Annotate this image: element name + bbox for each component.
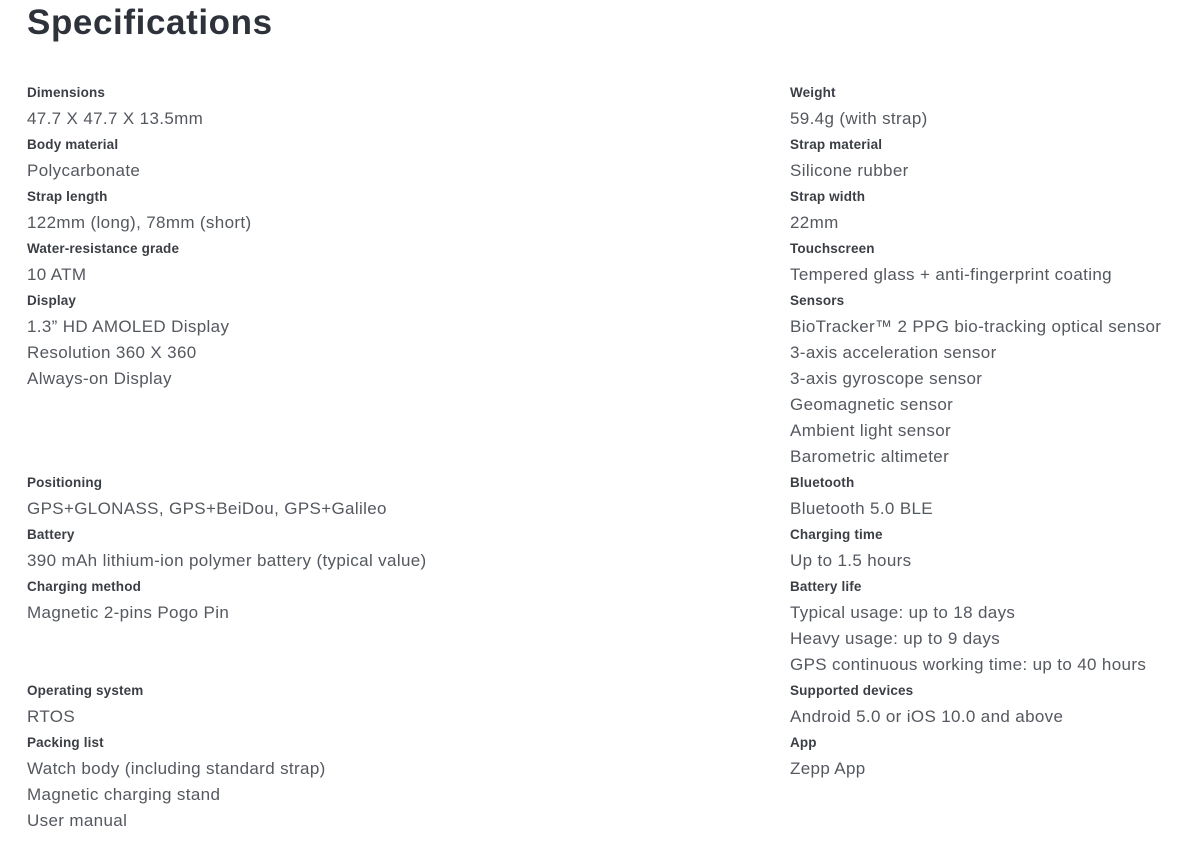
spec-label: Strap material: [790, 137, 883, 152]
spec-item-right: [790, 189, 1176, 236]
spec-label: Positioning: [27, 475, 103, 490]
spec-item-right: [790, 735, 1176, 834]
spec-row: [27, 137, 1176, 184]
spec-value-line: Barometric altimeter: [790, 447, 950, 466]
spec-label: Operating system: [27, 683, 144, 698]
spec-value: [27, 106, 790, 132]
spec-value-line: 122mm (long), 78mm (short): [27, 213, 252, 232]
spec-label: Charging method: [27, 579, 141, 594]
spec-label: Weight: [790, 85, 836, 100]
spec-value-line: Magnetic charging stand: [27, 785, 221, 804]
spec-value: [27, 548, 790, 574]
spec-label: Battery: [27, 527, 75, 542]
spec-label: Water-resistance grade: [27, 241, 180, 256]
spec-label: Supported devices: [790, 683, 914, 698]
spec-value: [27, 314, 790, 392]
spec-value-line: 390 mAh lithium-ion polymer battery (typical value): [27, 551, 427, 570]
specifications-grid: [27, 85, 1176, 834]
spec-item-right: [790, 241, 1176, 288]
spec-row: [27, 683, 1176, 730]
spec-label: Charging time: [790, 527, 883, 542]
spec-value-line: Heavy usage: up to 9 days: [790, 629, 1001, 648]
spec-value-line: GPS continuous working time: up to 40 hours: [790, 655, 1147, 674]
spec-value-line: 47.7 X 47.7 X 13.5mm: [27, 109, 204, 128]
spec-item-left: [27, 579, 790, 678]
spec-item-left: [27, 137, 790, 184]
page-title: Specifications: [27, 3, 273, 42]
spec-label: Strap width: [790, 189, 866, 204]
spec-value-line: User manual: [27, 811, 128, 830]
spec-value: [27, 756, 790, 834]
spec-value-line: Zepp App: [790, 759, 866, 778]
spec-label: Battery life: [790, 579, 862, 594]
spec-value: [27, 704, 790, 730]
spec-row: [27, 579, 1176, 678]
spec-value: [27, 158, 790, 184]
spec-item-left: [27, 85, 790, 132]
spec-value: [790, 106, 1176, 132]
spec-item-left: [27, 241, 790, 288]
spec-value-line: Ambient light sensor: [790, 421, 952, 440]
spec-label: Packing list: [27, 735, 104, 750]
spec-value: [27, 496, 790, 522]
spec-value-line: Android 5.0 or iOS 10.0 and above: [790, 707, 1064, 726]
spec-value: [790, 548, 1176, 574]
spec-value-line: RTOS: [27, 707, 76, 726]
spec-value: [27, 600, 790, 626]
spec-label: Body material: [27, 137, 119, 152]
spec-item-right: [790, 85, 1176, 132]
spec-item-right: [790, 527, 1176, 574]
spec-row: [27, 735, 1176, 834]
spec-row: [27, 85, 1176, 132]
spec-value: [790, 704, 1176, 730]
spec-item-left: [27, 293, 790, 470]
spec-item-right: [790, 137, 1176, 184]
spec-value-line: 22mm: [790, 213, 839, 232]
spec-value-line: Silicone rubber: [790, 161, 909, 180]
spec-item-left: [27, 475, 790, 522]
spec-value: [790, 756, 1176, 782]
spec-value-line: Up to 1.5 hours: [790, 551, 912, 570]
spec-row: [27, 293, 1176, 470]
spec-label: Sensors: [790, 293, 845, 308]
spec-value: [790, 262, 1176, 288]
spec-value: [790, 158, 1176, 184]
spec-row: [27, 241, 1176, 288]
spec-row: [27, 527, 1176, 574]
spec-row: [27, 189, 1176, 236]
spec-value-line: Typical usage: up to 18 days: [790, 603, 1016, 622]
spec-item-right: [790, 293, 1176, 470]
spec-value-line: 59.4g (with strap): [790, 109, 928, 128]
spec-value-line: Geomagnetic sensor: [790, 395, 954, 414]
spec-value-line: 3-axis gyroscope sensor: [790, 369, 983, 388]
spec-value-line: 10 ATM: [27, 265, 87, 284]
spec-label: Bluetooth: [790, 475, 855, 490]
spec-value-line: BioTracker™ 2 PPG bio-tracking optical sensor: [790, 317, 1162, 336]
spec-value-line: Resolution 360 X 360: [27, 343, 197, 362]
spec-value: [790, 210, 1176, 236]
spec-item-left: [27, 189, 790, 236]
spec-value-line: 3-axis acceleration sensor: [790, 343, 997, 362]
spec-value-line: Always-on Display: [27, 369, 172, 388]
spec-label: Touchscreen: [790, 241, 875, 256]
spec-item-left: [27, 735, 790, 834]
spec-value: [27, 210, 790, 236]
spec-label: Strap length: [27, 189, 108, 204]
spec-item-right: [790, 475, 1176, 522]
spec-value: [790, 600, 1176, 678]
spec-value-line: Tempered glass + anti-fingerprint coating: [790, 265, 1112, 284]
spec-value: [790, 314, 1176, 470]
spec-value: [790, 496, 1176, 522]
spec-label: Dimensions: [27, 85, 106, 100]
spec-value-line: Magnetic 2-pins Pogo Pin: [27, 603, 230, 622]
spec-item-right: [790, 579, 1176, 678]
spec-item-left: [27, 683, 790, 730]
spec-item-right: [790, 683, 1176, 730]
spec-label: App: [790, 735, 817, 750]
spec-value: [27, 262, 790, 288]
spec-label: Display: [27, 293, 77, 308]
spec-value-line: Bluetooth 5.0 BLE: [790, 499, 933, 518]
spec-value-line: 1.3” HD AMOLED Display: [27, 317, 230, 336]
spec-value-line: GPS+GLONASS, GPS+BeiDou, GPS+Galileo: [27, 499, 387, 518]
spec-value-line: Polycarbonate: [27, 161, 141, 180]
spec-row: [27, 475, 1176, 522]
spec-value-line: Watch body (including standard strap): [27, 759, 326, 778]
spec-item-left: [27, 527, 790, 574]
